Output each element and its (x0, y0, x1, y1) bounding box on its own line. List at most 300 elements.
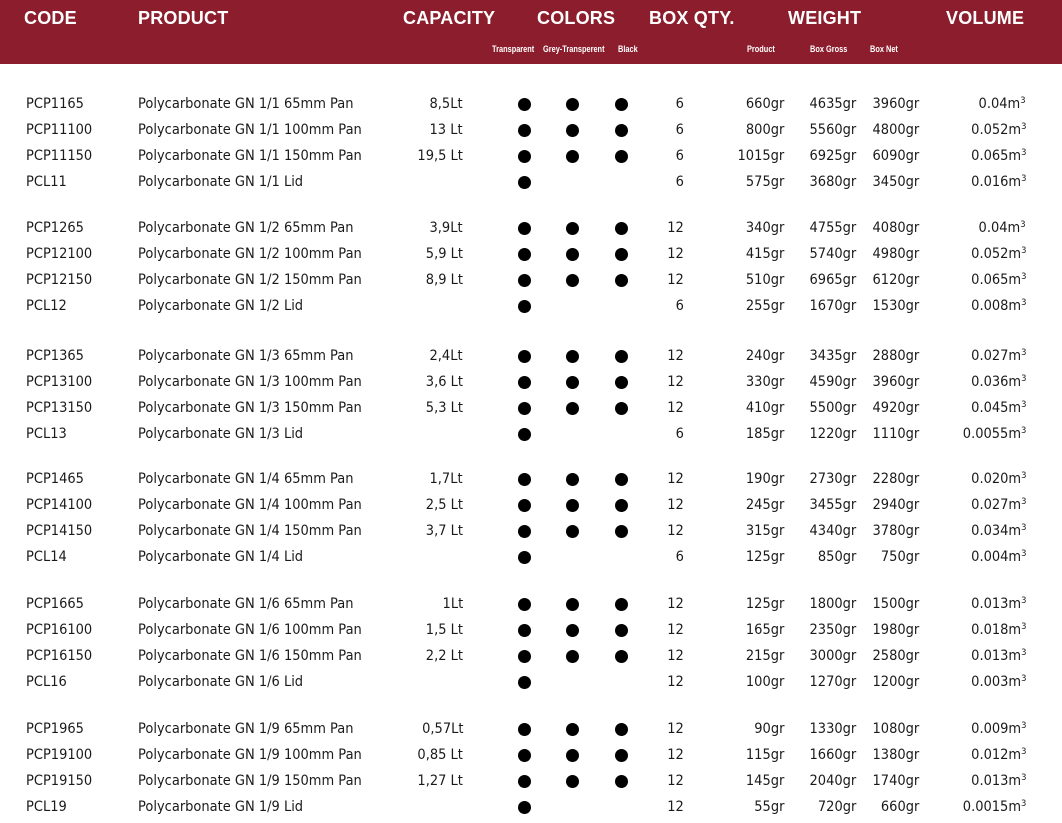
weight-box-gross-value: 1220gr (809, 426, 856, 442)
volume-number: 0.027m (970, 497, 1021, 513)
color-dot-transparent (518, 274, 531, 287)
volume-number: 0.0015m (962, 799, 1021, 815)
volume-value (971, 647, 1026, 665)
volume-value (971, 496, 1026, 514)
weight-product-value: 255gr (745, 298, 784, 314)
weight-product-value: 510gr (745, 272, 784, 288)
weight-product-value: 190gr (745, 471, 784, 487)
volume-unit-exponent: 3 (1020, 272, 1026, 282)
color-dot-transparent (518, 650, 531, 663)
product-code: PCP16150 (26, 648, 93, 664)
capacity-value: 13 Lt (429, 122, 463, 138)
volume-number: 0.065m (970, 148, 1021, 164)
weight-product-value: 165gr (745, 622, 784, 638)
color-dot-transparent (518, 551, 531, 564)
weight-box-gross-value: 1270gr (809, 674, 856, 690)
product-name: Polycarbonate GN 1/2 65mm Pan (138, 220, 354, 236)
product-code: PCP1465 (26, 471, 84, 487)
product-name: Polycarbonate GN 1/3 65mm Pan (138, 348, 354, 364)
weight-product-value: 800gr (745, 122, 784, 138)
product-name: Polycarbonate GN 1/9 Lid (138, 799, 304, 815)
weight-box-gross-value: 1330gr (809, 721, 856, 737)
product-code: PCP1265 (26, 220, 84, 236)
weight-box-gross-value: 2040gr (809, 773, 856, 789)
box-qty-value: 12 (667, 400, 684, 416)
weight-product-value: 410gr (745, 400, 784, 416)
weight-product-value: 145gr (745, 773, 784, 789)
weight-product-value: 125gr (745, 596, 784, 612)
weight-box-gross-value: 6965gr (809, 272, 856, 288)
product-code: PCL11 (26, 174, 67, 190)
volume-unit-exponent: 3 (1020, 523, 1026, 533)
color-dot-grey (566, 598, 579, 611)
color-dot-transparent (518, 525, 531, 538)
weight-product-value: 115gr (745, 747, 784, 763)
header-product: PRODUCT (138, 8, 229, 28)
volume-unit-exponent: 3 (1020, 298, 1026, 308)
weight-box-gross-value: 2730gr (809, 471, 856, 487)
volume-number: 0.065m (970, 272, 1021, 288)
volume-unit-exponent: 3 (1020, 549, 1026, 559)
weight-box-net-value: 3960gr (872, 374, 919, 390)
box-qty-value: 12 (667, 471, 684, 487)
weight-box-gross-value: 4340gr (809, 523, 856, 539)
weight-box-gross-value: 1800gr (809, 596, 856, 612)
capacity-value: 19,5 Lt (417, 148, 463, 164)
color-dot-black (615, 723, 628, 736)
header-weight: WEIGHT (788, 8, 862, 28)
product-code: PCL12 (26, 298, 67, 314)
color-dot-grey (566, 150, 579, 163)
product-name: Polycarbonate GN 1/1 100mm Pan (138, 122, 362, 138)
color-dot-grey (566, 624, 579, 637)
weight-product-value: 240gr (745, 348, 784, 364)
color-dot-black (615, 124, 628, 137)
header-volume: VOLUME (946, 8, 1025, 28)
product-name: Polycarbonate GN 1/2 Lid (138, 298, 304, 314)
weight-box-gross-value: 3000gr (809, 648, 856, 664)
volume-value (971, 297, 1026, 315)
volume-value (971, 595, 1026, 613)
weight-box-net-value: 3780gr (872, 523, 919, 539)
volume-unit-exponent: 3 (1020, 426, 1026, 436)
box-qty-value: 12 (667, 747, 684, 763)
product-code: PCL13 (26, 426, 67, 442)
weight-box-gross-value: 3435gr (809, 348, 856, 364)
capacity-value: 1,5 Lt (425, 622, 463, 638)
color-dot-black (615, 222, 628, 235)
subheader-grey-transparent: Grey-Transperent (543, 44, 605, 54)
box-qty-value: 6 (675, 148, 684, 164)
product-name: Polycarbonate GN 1/2 100mm Pan (138, 246, 362, 262)
capacity-value: 1,7Lt (429, 471, 463, 487)
color-dot-transparent (518, 248, 531, 261)
product-name: Polycarbonate GN 1/6 100mm Pan (138, 622, 362, 638)
volume-unit-exponent: 3 (1020, 122, 1026, 132)
product-name: Polycarbonate GN 1/4 Lid (138, 549, 304, 565)
color-dot-black (615, 248, 628, 261)
weight-box-net-value: 2580gr (872, 648, 919, 664)
capacity-value: 1Lt (442, 596, 463, 612)
color-dot-black (615, 499, 628, 512)
product-code: PCL16 (26, 674, 67, 690)
weight-box-net-value: 3450gr (872, 174, 919, 190)
product-name: Polycarbonate GN 1/3 150mm Pan (138, 400, 362, 416)
color-dot-black (615, 402, 628, 415)
volume-number: 0.013m (970, 648, 1021, 664)
capacity-value: 2,5 Lt (425, 497, 463, 513)
box-qty-value: 12 (667, 622, 684, 638)
subheader-weight-product: Product (747, 44, 775, 54)
volume-number: 0.045m (970, 400, 1021, 416)
volume-number: 0.034m (970, 523, 1021, 539)
box-qty-value: 12 (667, 497, 684, 513)
product-code: PCP1165 (26, 96, 84, 112)
color-dot-black (615, 376, 628, 389)
color-dot-grey (566, 124, 579, 137)
color-dot-transparent (518, 222, 531, 235)
color-dot-black (615, 274, 628, 287)
weight-box-net-value: 1080gr (872, 721, 919, 737)
weight-box-gross-value: 2350gr (809, 622, 856, 638)
weight-box-net-value: 750gr (880, 549, 919, 565)
color-dot-grey (566, 723, 579, 736)
volume-value (971, 271, 1026, 289)
weight-product-value: 215gr (745, 648, 784, 664)
box-qty-value: 6 (675, 298, 684, 314)
weight-box-net-value: 6120gr (872, 272, 919, 288)
volume-unit-exponent: 3 (1020, 622, 1026, 632)
volume-value (971, 470, 1026, 488)
color-dot-transparent (518, 801, 531, 814)
volume-number: 0.04m (978, 96, 1021, 112)
volume-number: 0.009m (970, 721, 1021, 737)
box-qty-value: 6 (675, 174, 684, 190)
product-name: Polycarbonate GN 1/6 65mm Pan (138, 596, 354, 612)
volume-number: 0.008m (970, 298, 1021, 314)
capacity-value: 3,6 Lt (425, 374, 463, 390)
volume-number: 0.012m (970, 747, 1021, 763)
volume-number: 0.04m (978, 220, 1021, 236)
product-code: PCP13150 (26, 400, 93, 416)
volume-number: 0.052m (970, 246, 1021, 262)
box-qty-value: 6 (675, 426, 684, 442)
volume-unit-exponent: 3 (1020, 374, 1026, 384)
box-qty-value: 12 (667, 220, 684, 236)
weight-box-gross-value: 720gr (817, 799, 856, 815)
volume-value (971, 720, 1026, 738)
color-dot-grey (566, 525, 579, 538)
weight-product-value: 660gr (745, 96, 784, 112)
product-name: Polycarbonate GN 1/4 100mm Pan (138, 497, 362, 513)
product-name: Polycarbonate GN 1/3 100mm Pan (138, 374, 362, 390)
volume-number: 0.016m (970, 174, 1021, 190)
volume-unit-exponent: 3 (1020, 174, 1026, 184)
box-qty-value: 6 (675, 122, 684, 138)
color-dot-grey (566, 350, 579, 363)
weight-box-net-value: 1740gr (872, 773, 919, 789)
volume-number: 0.004m (970, 549, 1021, 565)
volume-value (971, 772, 1026, 790)
volume-unit-exponent: 3 (1020, 648, 1026, 658)
color-dot-transparent (518, 749, 531, 762)
box-qty-value: 6 (675, 549, 684, 565)
weight-box-net-value: 4980gr (872, 246, 919, 262)
capacity-value: 5,3 Lt (425, 400, 463, 416)
color-dot-transparent (518, 300, 531, 313)
volume-number: 0.036m (970, 374, 1021, 390)
capacity-value: 0,85 Lt (417, 747, 463, 763)
color-dot-black (615, 775, 628, 788)
weight-box-net-value: 4920gr (872, 400, 919, 416)
volume-value (971, 621, 1026, 639)
weight-product-value: 90gr (753, 721, 784, 737)
volume-number: 0.013m (970, 773, 1021, 789)
product-code: PCP1965 (26, 721, 84, 737)
volume-value (962, 425, 1026, 443)
product-name: Polycarbonate GN 1/2 150mm Pan (138, 272, 362, 288)
box-qty-value: 12 (667, 674, 684, 690)
product-code: PCP14150 (26, 523, 93, 539)
volume-unit-exponent: 3 (1020, 497, 1026, 507)
product-name: Polycarbonate GN 1/4 65mm Pan (138, 471, 354, 487)
color-dot-transparent (518, 676, 531, 689)
box-qty-value: 12 (667, 523, 684, 539)
box-qty-value: 12 (667, 246, 684, 262)
weight-box-net-value: 4080gr (872, 220, 919, 236)
weight-product-value: 125gr (745, 549, 784, 565)
product-name: Polycarbonate GN 1/6 Lid (138, 674, 304, 690)
volume-value (971, 347, 1026, 365)
volume-value (962, 798, 1026, 816)
product-name: Polycarbonate GN 1/9 150mm Pan (138, 773, 362, 789)
color-dot-grey (566, 402, 579, 415)
volume-unit-exponent: 3 (1020, 220, 1026, 230)
product-code: PCL14 (26, 549, 67, 565)
weight-product-value: 575gr (745, 174, 784, 190)
capacity-value: 3,9Lt (429, 220, 463, 236)
volume-value (971, 373, 1026, 391)
color-dot-transparent (518, 499, 531, 512)
color-dot-transparent (518, 624, 531, 637)
color-dot-transparent (518, 98, 531, 111)
color-dot-grey (566, 222, 579, 235)
weight-box-net-value: 4800gr (872, 122, 919, 138)
volume-unit-exponent: 3 (1020, 471, 1026, 481)
volume-unit-exponent: 3 (1020, 721, 1026, 731)
subheader-transparent: Transparent (492, 44, 535, 54)
color-dot-grey (566, 650, 579, 663)
color-dot-grey (566, 473, 579, 486)
product-name: Polycarbonate GN 1/3 Lid (138, 426, 304, 442)
color-dot-grey (566, 376, 579, 389)
volume-value (979, 95, 1026, 113)
box-qty-value: 12 (667, 596, 684, 612)
product-code: PCP19150 (26, 773, 93, 789)
weight-box-gross-value: 4755gr (809, 220, 856, 236)
box-qty-value: 12 (667, 348, 684, 364)
weight-box-net-value: 6090gr (872, 148, 919, 164)
volume-number: 0.003m (970, 674, 1021, 690)
weight-box-net-value: 2880gr (872, 348, 919, 364)
header-colors: COLORS (537, 8, 616, 28)
weight-product-value: 315gr (745, 523, 784, 539)
capacity-value: 0,57Lt (421, 721, 463, 737)
product-name: Polycarbonate GN 1/6 150mm Pan (138, 648, 362, 664)
volume-value (979, 219, 1026, 237)
volume-unit-exponent: 3 (1020, 348, 1026, 358)
volume-number: 0.052m (970, 122, 1021, 138)
weight-box-net-value: 3960gr (872, 96, 919, 112)
subheader-black: Black (618, 44, 638, 54)
color-dot-black (615, 624, 628, 637)
product-code: PCP16100 (26, 622, 93, 638)
volume-value (971, 245, 1026, 263)
color-dot-grey (566, 248, 579, 261)
volume-unit-exponent: 3 (1020, 400, 1026, 410)
product-name: Polycarbonate GN 1/4 150mm Pan (138, 523, 362, 539)
weight-box-net-value: 1110gr (872, 426, 919, 442)
product-code: PCP19100 (26, 747, 93, 763)
volume-value (971, 147, 1026, 165)
product-code: PCP11150 (26, 148, 93, 164)
weight-box-net-value: 2280gr (872, 471, 919, 487)
color-dot-grey (566, 775, 579, 788)
box-qty-value: 12 (667, 648, 684, 664)
color-dot-transparent (518, 473, 531, 486)
weight-product-value: 55gr (753, 799, 784, 815)
product-name: Polycarbonate GN 1/1 Lid (138, 174, 304, 190)
weight-box-gross-value: 4635gr (809, 96, 856, 112)
capacity-value: 1,27 Lt (417, 773, 463, 789)
weight-box-net-value: 1200gr (872, 674, 919, 690)
weight-box-gross-value: 3680gr (809, 174, 856, 190)
product-name: Polycarbonate GN 1/9 100mm Pan (138, 747, 362, 763)
volume-unit-exponent: 3 (1020, 148, 1026, 158)
color-dot-black (615, 525, 628, 538)
color-dot-grey (566, 98, 579, 111)
color-dot-grey (566, 499, 579, 512)
weight-box-net-value: 660gr (880, 799, 919, 815)
subheader-box-gross: Box Gross (810, 44, 848, 54)
box-qty-value: 6 (675, 96, 684, 112)
weight-product-value: 415gr (745, 246, 784, 262)
capacity-value: 5,9 Lt (425, 246, 463, 262)
weight-box-net-value: 1980gr (872, 622, 919, 638)
volume-unit-exponent: 3 (1020, 747, 1026, 757)
weight-product-value: 340gr (745, 220, 784, 236)
weight-box-gross-value: 3455gr (809, 497, 856, 513)
header-box-qty: BOX QTY. (649, 8, 735, 28)
weight-product-value: 185gr (745, 426, 784, 442)
volume-value (971, 121, 1026, 139)
weight-box-gross-value: 1660gr (809, 747, 856, 763)
volume-number: 0.013m (970, 596, 1021, 612)
color-dot-black (615, 150, 628, 163)
volume-value (971, 173, 1026, 191)
weight-box-net-value: 1500gr (872, 596, 919, 612)
color-dot-transparent (518, 775, 531, 788)
color-dot-transparent (518, 598, 531, 611)
volume-number: 0.018m (970, 622, 1021, 638)
color-dot-transparent (518, 176, 531, 189)
volume-value (971, 399, 1026, 417)
product-name: Polycarbonate GN 1/1 150mm Pan (138, 148, 362, 164)
volume-number: 0.0055m (962, 426, 1021, 442)
volume-number: 0.027m (970, 348, 1021, 364)
header-capacity: CAPACITY (403, 8, 496, 28)
color-dot-black (615, 650, 628, 663)
product-code: PCP13100 (26, 374, 93, 390)
weight-product-value: 245gr (745, 497, 784, 513)
color-dot-transparent (518, 402, 531, 415)
subheader-box-net: Box Net (870, 44, 898, 54)
capacity-value: 2,4Lt (429, 348, 463, 364)
weight-box-gross-value: 4590gr (809, 374, 856, 390)
volume-value (971, 522, 1026, 540)
capacity-value: 2,2 Lt (425, 648, 463, 664)
color-dot-transparent (518, 124, 531, 137)
color-dot-black (615, 98, 628, 111)
color-dot-grey (566, 274, 579, 287)
volume-unit-exponent: 3 (1020, 596, 1026, 606)
box-qty-value: 12 (667, 374, 684, 390)
color-dot-black (615, 749, 628, 762)
volume-value (971, 673, 1026, 691)
weight-box-gross-value: 6925gr (809, 148, 856, 164)
product-code: PCP1665 (26, 596, 84, 612)
weight-box-gross-value: 5740gr (809, 246, 856, 262)
color-dot-transparent (518, 350, 531, 363)
volume-unit-exponent: 3 (1020, 246, 1026, 256)
product-code: PCP11100 (26, 122, 93, 138)
color-dot-grey (566, 749, 579, 762)
box-qty-value: 12 (667, 721, 684, 737)
color-dot-black (615, 350, 628, 363)
weight-box-gross-value: 5500gr (809, 400, 856, 416)
product-code: PCP14100 (26, 497, 93, 513)
volume-value (971, 548, 1026, 566)
weight-product-value: 100gr (745, 674, 784, 690)
volume-unit-exponent: 3 (1020, 799, 1026, 809)
box-qty-value: 12 (667, 773, 684, 789)
color-dot-transparent (518, 428, 531, 441)
product-name: Polycarbonate GN 1/1 65mm Pan (138, 96, 354, 112)
product-code: PCP12150 (26, 272, 93, 288)
weight-product-value: 330gr (745, 374, 784, 390)
capacity-value: 8,9 Lt (425, 272, 463, 288)
weight-box-gross-value: 5560gr (809, 122, 856, 138)
color-dot-transparent (518, 723, 531, 736)
header-code: CODE (24, 8, 77, 28)
weight-box-net-value: 2940gr (872, 497, 919, 513)
box-qty-value: 12 (667, 272, 684, 288)
color-dot-transparent (518, 150, 531, 163)
product-code: PCP1365 (26, 348, 84, 364)
color-dot-black (615, 598, 628, 611)
capacity-value: 8,5Lt (429, 96, 463, 112)
weight-product-value: 1015gr (737, 148, 784, 164)
weight-box-gross-value: 850gr (817, 549, 856, 565)
volume-unit-exponent: 3 (1020, 674, 1026, 684)
weight-box-gross-value: 1670gr (809, 298, 856, 314)
capacity-value: 3,7 Lt (425, 523, 463, 539)
color-dot-transparent (518, 376, 531, 389)
product-code: PCL19 (26, 799, 67, 815)
weight-box-net-value: 1380gr (872, 747, 919, 763)
product-name: Polycarbonate GN 1/9 65mm Pan (138, 721, 354, 737)
volume-unit-exponent: 3 (1020, 96, 1026, 106)
